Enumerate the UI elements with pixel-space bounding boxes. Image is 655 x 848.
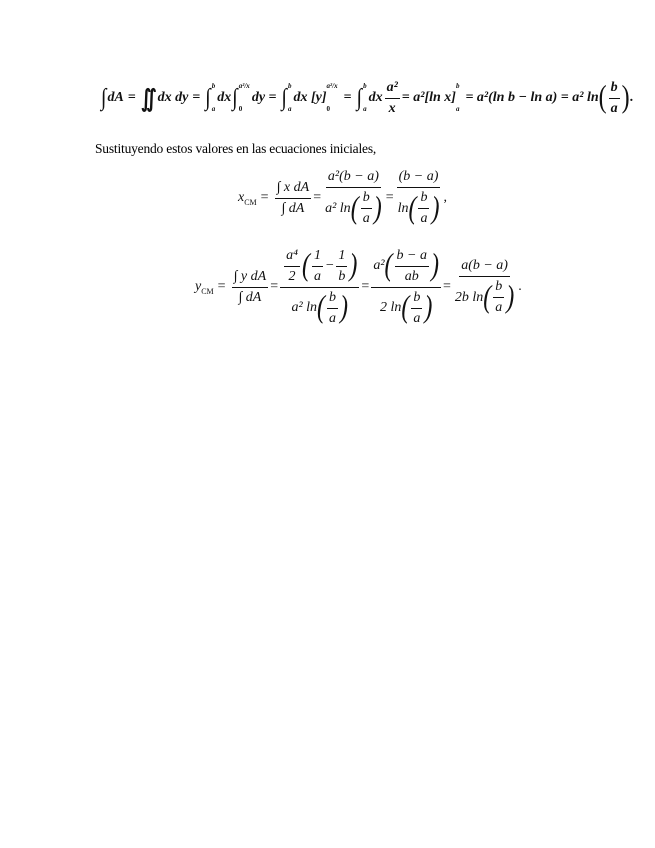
ycm-frac3-den-inner <box>411 290 422 327</box>
lnbracket-sup: b <box>455 82 460 90</box>
xcm-eq1: = <box>260 190 269 205</box>
int1-upper: b <box>211 82 216 90</box>
ycm-frac3-den-pre: 2 ln <box>379 300 402 315</box>
eq1-ln-num: b <box>609 80 620 99</box>
integral-symbol: ∫ <box>281 84 287 111</box>
ycm-frac3 <box>371 248 441 327</box>
xcm-frac3-inner <box>418 190 429 227</box>
xcm-frac2-den <box>323 188 384 227</box>
ycm-frac3-den-inner-den: a <box>413 310 421 326</box>
paren-close: ) <box>340 291 349 325</box>
xcm-frac3-inner-den: a <box>420 211 428 226</box>
ycm-frac2-inner-num: b <box>327 290 338 309</box>
ycm-subscript: CM <box>201 286 214 296</box>
eq1-dx2: dx <box>368 90 383 105</box>
equation-xcm <box>238 170 447 226</box>
eq1-dA: dA <box>107 90 124 105</box>
paren-open: ( <box>408 191 417 226</box>
eq1-eq2: = <box>192 90 201 105</box>
ycm-frac1-num: ∫ y dA <box>232 269 269 288</box>
ycm-end: . <box>518 279 522 294</box>
ycm-frac3-den-inner-num: b <box>411 290 422 309</box>
ycm-eq3: = <box>361 279 370 294</box>
eq1-frac-num: a² <box>385 80 400 99</box>
integral-symbol: ∫ <box>205 84 211 111</box>
paren-close: ) <box>349 249 358 283</box>
eq1-y-bracket: dx [y] <box>293 90 327 105</box>
equation-ycm <box>195 247 522 326</box>
ycm-1overb <box>336 248 347 285</box>
ycm-frac3-inner-den: ab <box>404 268 419 284</box>
ycm-frac3-inner-num: b − a <box>395 248 429 267</box>
ycm-frac2-num <box>280 248 359 288</box>
paren-open: ( <box>317 291 326 325</box>
ycm-symbol: y <box>195 279 202 294</box>
xcm-frac1-num: ∫ x dA <box>275 180 312 199</box>
ybracket-limits <box>326 82 338 113</box>
lnbracket-sub: a <box>455 105 460 113</box>
int3-upper: b <box>288 82 292 90</box>
paren-close: ) <box>621 81 630 115</box>
paren-open: ( <box>598 81 607 115</box>
ycm-1overa <box>312 248 323 285</box>
ycm-frac3-num-pre: a² <box>373 258 385 273</box>
int4-upper: b <box>363 82 367 90</box>
paren-close: ) <box>506 280 515 315</box>
paren-close: ) <box>424 291 433 325</box>
integral-symbol: ∫ <box>232 84 238 111</box>
int2-limits <box>238 82 250 113</box>
xcm-eq3: = <box>385 190 394 205</box>
ycm-frac2 <box>280 248 359 327</box>
integral-symbol: ∫ <box>101 84 107 111</box>
xcm-frac3-den <box>396 188 442 227</box>
int3-limits <box>288 82 292 113</box>
xcm-frac1-den: ∫ dA <box>281 200 305 216</box>
ycm-frac4-num: a(b − a) <box>459 258 510 277</box>
ycm-frac4-den-pre: 2b ln <box>454 289 484 305</box>
ycm-1b-den: b <box>338 268 346 284</box>
int4-limits <box>363 82 367 113</box>
ycm-1a-den: a <box>313 268 321 284</box>
xcm-frac3 <box>396 169 442 227</box>
ycm-frac3-num <box>371 248 441 288</box>
eq1-eq3: = <box>343 90 352 105</box>
eq1-frac-den: x <box>388 100 396 116</box>
ycm-eq2: = <box>270 279 279 294</box>
ycm-frac2-inner-den: a <box>329 310 337 326</box>
ybracket-sup: a²/x <box>326 82 338 90</box>
eq1-ln-fraction <box>609 80 620 117</box>
xcm-frac2 <box>323 169 384 227</box>
xcm-symbol: x <box>238 190 245 205</box>
equation-area-integral <box>100 76 633 120</box>
xcm-frac2-inner-num: b <box>361 190 372 209</box>
xcm-frac3-den-pre: ln <box>397 200 409 216</box>
eq1-dy: dy = <box>251 90 277 105</box>
xcm-subscript: CM <box>244 197 257 207</box>
paren-close: ) <box>373 191 382 226</box>
ycm-eq1: = <box>217 279 226 294</box>
xcm-frac3-inner-num: b <box>418 190 429 209</box>
xcm-frac3-num: (b − a) <box>397 169 441 188</box>
int1-limits <box>211 82 216 113</box>
ycm-frac3-inner <box>395 248 429 285</box>
xcm-frac2-inner <box>361 190 372 227</box>
ycm-eq4: = <box>442 279 451 294</box>
eq1-fraction <box>385 80 400 117</box>
eq1-rest: = a²(ln b − ln a) = a² ln <box>465 90 599 105</box>
lnbracket-limits <box>455 82 460 113</box>
ycm-frac2-inner <box>327 290 338 327</box>
ycm-frac4-inner-num: b <box>493 279 504 298</box>
paren-close: ) <box>430 249 439 283</box>
int2-upper: a²/x <box>238 82 250 90</box>
paren-open: ( <box>401 291 410 325</box>
ybracket-sub: 0 <box>326 105 331 113</box>
int3-lower: a <box>288 105 292 113</box>
ycm-1b-num: 1 <box>336 248 347 267</box>
ycm-frac1 <box>232 269 269 306</box>
xcm-frac2-num: a²(b − a) <box>326 169 381 188</box>
ycm-frac1-den: ∫ dA <box>238 289 262 305</box>
ycm-frac4-inner-den: a <box>495 300 503 315</box>
int2-lower: 0 <box>238 105 243 113</box>
xcm-end: , <box>443 190 447 205</box>
paren-close: ) <box>431 191 440 226</box>
int1-lower: a <box>211 105 216 113</box>
int4-lower: a <box>363 105 367 113</box>
xcm-frac2-den-pre: a² ln <box>325 200 351 216</box>
eq1-ln-den: a <box>610 100 618 116</box>
ycm-2: 2 <box>288 268 296 284</box>
ycm-frac4-inner <box>493 279 504 316</box>
ycm-frac2-a4over2 <box>284 248 300 285</box>
ycm-frac2-den <box>289 288 350 327</box>
body-paragraph: Sustituyendo estos valores en las ecuaciones iniciales, <box>95 141 377 156</box>
ycm-frac3-den <box>378 288 434 327</box>
paren-open: ( <box>301 249 310 283</box>
double-integral-symbol: ∬ <box>140 85 157 112</box>
paren-open: ( <box>350 191 359 226</box>
xcm-frac2-inner-den: a <box>362 211 370 226</box>
ycm-1a-num: 1 <box>312 248 323 267</box>
ycm-frac2-den-pre: a² ln <box>291 300 318 315</box>
eq1-dxdy: dx dy <box>157 90 189 105</box>
paren-open: ( <box>384 249 393 283</box>
eq1-eq1: = <box>127 90 136 105</box>
eq1-ln-bracket: = a²[ln x] <box>401 90 456 105</box>
xcm-eq2: = <box>313 190 322 205</box>
ycm-a4: a⁴ <box>284 248 300 267</box>
ycm-frac4-den <box>453 277 516 316</box>
paren-open: ( <box>483 280 492 315</box>
eq1-end: . <box>629 90 634 105</box>
xcm-frac1 <box>275 180 312 217</box>
ycm-minus: − <box>324 258 335 273</box>
eq1-dx: dx <box>217 90 232 105</box>
integral-symbol: ∫ <box>356 84 363 111</box>
ycm-frac4 <box>453 258 516 316</box>
